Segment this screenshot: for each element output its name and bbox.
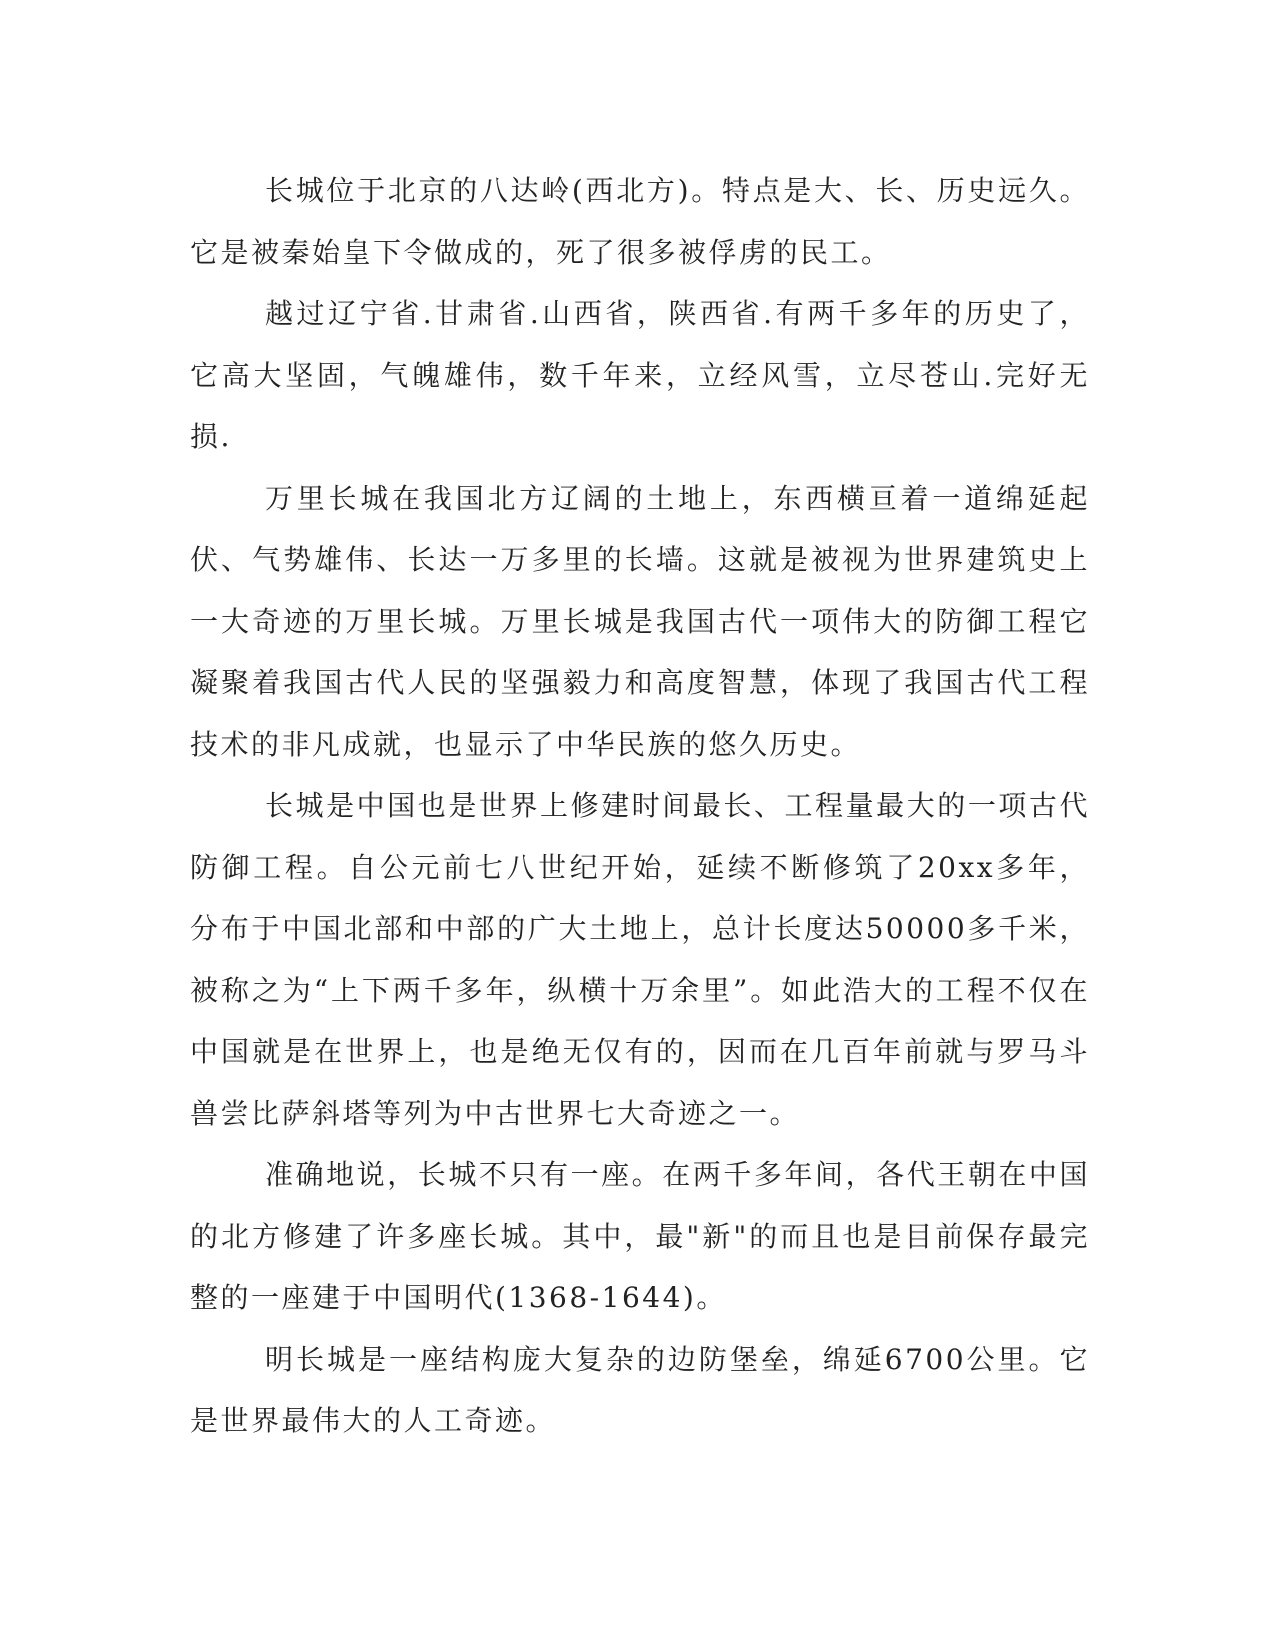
document-body: [190, 160, 1090, 1452]
paragraph-provinces: 越过辽宁省.甘肃省.山西省，陕西省.有两千多年的历史了，它高大坚固，气魄雄伟，数千年来，立经风雪，立尽苍山.完好无损.: [190, 297, 1090, 453]
paragraph-ming-wall: 明长城是一座结构庞大复杂的边防堡垒，绵延6700公里。它是世界最伟大的人工奇迹。: [190, 1342, 1090, 1437]
paragraph-great-wall-overview: 万里长城在我国北方辽阔的土地上，东西横亘着一道绵延起伏、气势雄伟、长达一万多里的长墙。这就是被视为世界建筑史上一大奇迹的万里长城。万里长城是我国古代一项伟大的防御工程它凝聚着我国古代人民的坚强毅力和高度智慧，体现了我国古代工程技术的非凡成就，也显示了中华民族的悠久历史。: [190, 481, 1090, 761]
paragraph-multiple-walls: 准确地说，长城不只有一座。在两千多年间，各代王朝在中国的北方修建了许多座长城。其中，最"新"的而且也是目前保存最完整的一座建于中国明代(1368-1644)。: [190, 1158, 1090, 1314]
paragraph-location: 长城位于北京的八达岭(西北方)。特点是大、长、历史远久。它是被秦始皇下令做成的，死了很多被俘虏的民工。: [190, 174, 1090, 269]
paragraph-construction-history: 长城是中国也是世界上修建时间最长、工程量最大的一项古代防御工程。自公元前七八世纪开始，延续不断修筑了20xx多年，分布于中国北部和中部的广大土地上，总计长度达50000多千米，被称之为“上下两千多年，纵横十万余里”。如此浩大的工程不仅在中国就是在世界上，也是绝无仅有的，因而在几百年前就与罗马斗兽尝比萨斜塔等列为中古世界七大奇迹之一。: [190, 789, 1090, 1130]
